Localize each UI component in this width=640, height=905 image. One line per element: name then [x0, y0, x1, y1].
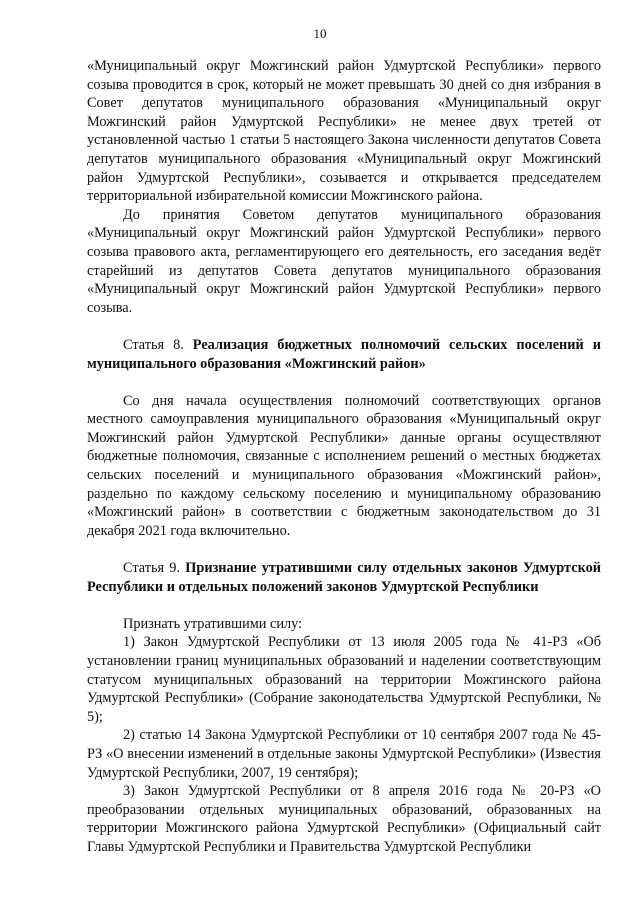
article-9-label: Статья 9. [123, 560, 181, 577]
list-item: 1) Закон Удмуртской Республики от 13 июля 2005 года № 41-РЗ «Об установлении границ муниципальных образований и наделении соответствующим статусом муниципальных образований на территории Можгинского района Удмуртской Республики» (Собрание законодательства Удмуртской Республики, № 5); [87, 634, 601, 725]
paragraph-continuation: «Муниципальный округ Можгинский район Удмуртской Республики» первого созыва проводится в срок, который не может превышать 30 дней со дня избрания в Совет депутатов муниципального образования «Муниципальный округ Можгинский район Удмуртской Республики» не менее двух третей от установленной частью 1 статьи 5 настоящего Закона численности депутатов Совета депутатов муниципального образования «Муниципальный округ Можгинский район Удмуртской Республики», созывается и открывается председателем территориальной избирательной комиссии Можгинского района. [87, 58, 601, 205]
list-item: 2) статью 14 Закона Удмуртской Республики от 10 сентября 2007 года № 45-РЗ «О внесении изменений в отдельные законы Удмуртской Республики» (Известия Удмуртской Республики, 2007, 19 сентября); [87, 727, 601, 781]
article-8-title [87, 336, 601, 373]
page-number: 10 [313, 26, 327, 41]
article-9-heading: Признание утратившими силу отдельных законов Удмуртской Республики и отдельных положений законов Удмуртской Республики [87, 560, 601, 595]
article-8-label: Статья 8. [123, 336, 184, 353]
article-9-intro: Признать утратившими силу: [123, 615, 303, 632]
document-body [87, 57, 601, 857]
paragraph: До принятия Советом депутатов муниципального образования «Муниципальный округ Можгинский район Удмуртской Республики» первого созыва правового акта, регламентирующего его деятельность, его заседания ведёт старейший из депутатов Совета депутатов муниципального образования «Муниципальный округ Можгинский район Удмуртской Республики» первого созыва. [87, 206, 601, 316]
article-8-text: Со дня начала осуществления полномочий соответствующих органов местного самоуправления муниципального образования «Муниципальный округ Можгинский район Удмуртской Республики» данные органы осуществляют бюджетные полномочия, связанные с исполнением решений о местных бюджетах сельских поселений и муниципального образования «Можгинский район», раздельно по каждому сельскому поселению и муниципальному образованию «Можгинский район» в соответствии с бюджетным законодательством до 31 декабря 2021 года включительно. [87, 392, 601, 539]
article-8-heading: Реализация бюджетных полномочий сельских поселений и муниципального образования «Можгинский район» [87, 336, 601, 372]
list-item: 3) Закон Удмуртской Республики от 8 апреля 2016 года № 20-РЗ «О преобразовании отдельных муниципальных образований, образованных на территории Можгинского района Удмуртской Республики» (Официальный сайт Главы Удмуртской Республики и Правительства Удмуртской Республики [87, 783, 601, 855]
article-9-title [87, 559, 601, 596]
